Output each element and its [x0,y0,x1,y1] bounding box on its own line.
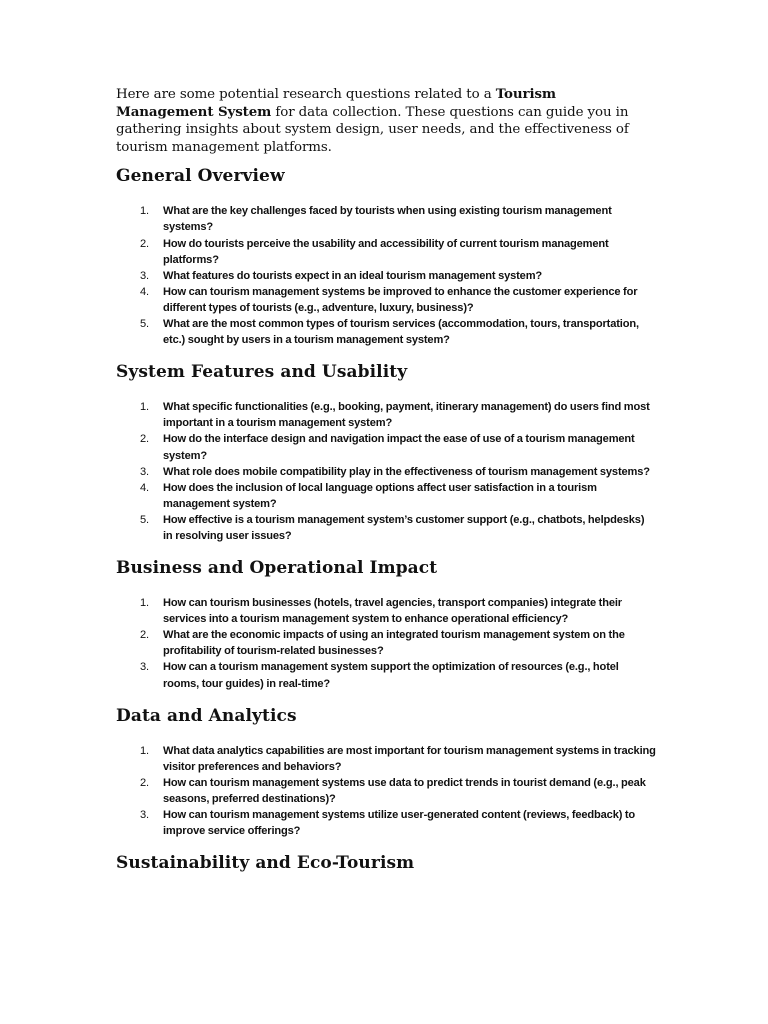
list-item-number: 3. [140,809,149,821]
list-item-text: What data analytics capabilities are most important for tourism management systems in tracking visitor preferences and behaviors? [163,744,656,773]
document-page [116,86,656,874]
list-item-text: What specific functionalities (e.g., booking, payment, itinerary management) do users find most important in a tourism management system? [163,401,650,430]
list-item-text: What are the most common types of tourism services (accommodation, tours, transportation, etc.) sought by users in a tourism management system? [163,318,639,347]
list-item [116,480,656,512]
list-item-number: 3. [140,269,149,282]
list-item-text: How can tourism management systems be improved to enhance the customer experience for different types of tourists (e.g., adventure, luxury, business)? [163,285,638,314]
list-item-number: 2. [140,629,149,642]
section-heading: Sustainability and Eco-Tourism [116,853,415,874]
list-item-number: 5. [140,318,149,331]
list-item-text: What role does mobile compatibility play in the effectiveness of tourism management systems? [163,465,650,478]
list-item-text: How effective is a tourism management system’s customer support (e.g., chatbots, helpdesks) in resolving user issues? [163,513,645,542]
list-item-text: What features do tourists expect in an ideal tourism management system? [163,269,543,282]
intro-text-end: for data collection. These questions can guide you in gathering insights about system design, user needs, and the effectiveness of tourism management platforms. [116,104,629,155]
list-item-text: What are the economic impacts of using an integrated tourism management system on the profitability of tourism-related businesses? [163,629,625,658]
list-item-number: 4. [140,285,149,298]
list-item [116,807,656,839]
intro-text-start: Here are some potential research questions related to a [116,87,496,102]
list-item [116,316,656,348]
list-item-text: How do tourists perceive the usability and accessibility of current tourism management platforms? [163,237,609,266]
list-item-number: 1. [140,401,149,414]
list-item-number: 1. [140,597,149,610]
list-item [116,236,656,268]
list-item [116,203,656,235]
list-item-number: 1. [140,205,149,218]
section-heading: Data and Analytics [116,705,297,726]
question-list [116,743,656,840]
list-item-number: 3. [140,661,149,674]
list-item-text: How do the interface design and navigation impact the ease of use of a tourism management system? [163,433,635,462]
list-item [116,743,656,775]
intro-bold-term: Tourism Management System [116,86,556,120]
list-item-text: How does the inclusion of local language options affect user satisfaction in a tourism management system? [163,481,597,510]
section-heading: Business and Operational Impact [116,558,438,579]
list-item-number: 1. [140,744,149,757]
list-item-text: How can tourism management systems use data to predict trends in tourist demand (e.g., peak seasons, preferred destinations)? [163,776,646,805]
sections-container [116,165,656,874]
list-item [116,268,656,284]
list-item [116,431,656,463]
question-list [116,399,656,544]
list-item [116,659,656,691]
list-item-number: 3. [140,465,149,478]
list-item-number: 5. [140,513,149,526]
list-item [116,284,656,316]
list-item-number: 4. [140,481,149,494]
section-heading: General Overview [116,166,285,187]
list-item-number: 2. [140,237,149,250]
list-item-text: How can tourism businesses (hotels, travel agencies, transport companies) integrate their services into a tourism management system to enhance operational efficiency? [163,597,622,626]
list-item [116,464,656,480]
list-item-text: What are the key challenges faced by tourists when using existing tourism management systems? [163,205,612,234]
list-item-text: How can a tourism management system support the optimization of resources (e.g., hotel rooms, tour guides) in real-time? [163,661,619,690]
question-list [116,595,656,692]
section-heading: System Features and Usability [116,362,408,383]
list-item-number: 2. [140,776,149,789]
question-list [116,203,656,348]
list-item [116,399,656,431]
intro-paragraph [116,86,656,156]
list-item [116,512,656,544]
list-item [116,627,656,659]
list-item-number: 2. [140,433,149,446]
list-item-text: How can tourism management systems utilize user-generated content (reviews, feedback) to improve service offerings? [163,809,636,838]
list-item [116,775,656,807]
list-item [116,595,656,627]
